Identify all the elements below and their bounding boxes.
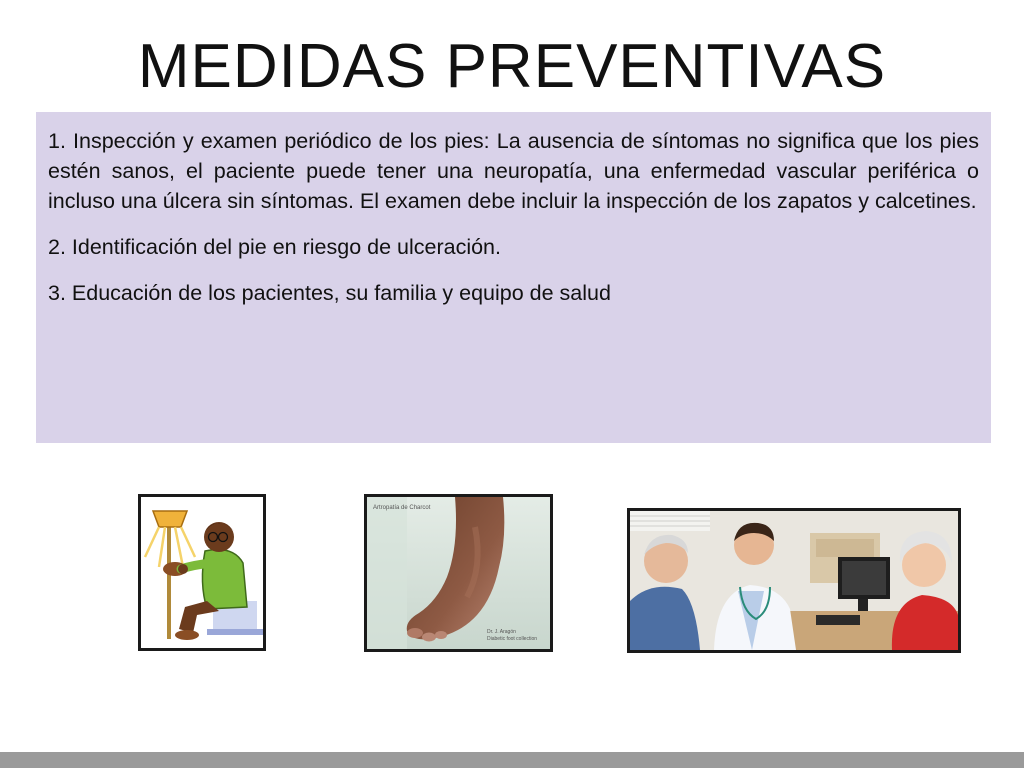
foot-photo-caption-top: Artropatía de Charcot [373,505,431,511]
doctor-consultation-photo-image [627,508,961,653]
footer-bar [0,752,1024,768]
slide-title: MEDIDAS PREVENTIVAS [137,32,887,101]
list-item-1: 1. Inspección y examen periódico de los pies: La ausencia de síntomas no significa que los pies estén sanos, el paciente puede tener una neuropatía, una enfermedad vascular periférica o incluso una úlcera sin síntomas. El examen debe incluir la inspección de los zapatos y calcetines. [48,129,979,213]
list-item-3: 3. Educación de los pacientes, su familia y equipo de salud [48,281,611,305]
charcot-foot-photo-image [364,494,553,652]
foot-photo-caption-bottom-1: Dr. J. Aragón [487,629,516,635]
foot-inspection-cartoon-image [138,494,266,651]
content-box [36,112,991,443]
list-item-2: 2. Identificación del pie en riesgo de ulceración. [48,235,501,259]
foot-photo-caption-bottom-2: Diabetic foot collection [487,636,538,642]
